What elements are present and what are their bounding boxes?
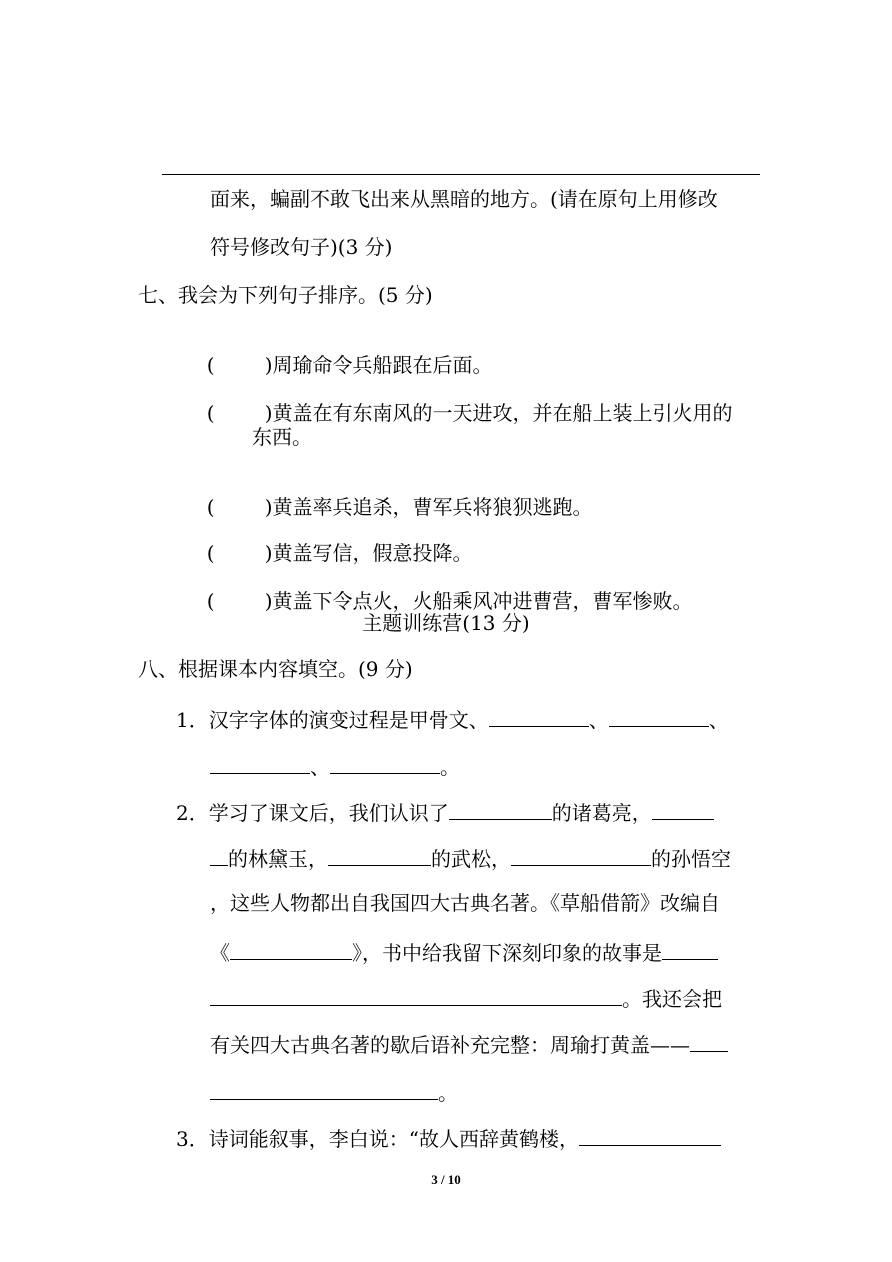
- answer-blank[interactable]: [489, 706, 589, 727]
- q8-2-line-4: 《 》，书中给我留下深刻印象的故事是: [210, 939, 718, 965]
- q7-item: ( )黄盖写信，假意投降。: [206, 541, 473, 565]
- answer-blank[interactable]: [652, 799, 714, 820]
- q8-1-line-1: 1．汉字字体的演变过程是甲骨文、 、 、: [176, 708, 729, 732]
- section-title: 主题训练营(13 分): [362, 611, 530, 635]
- q7-answer-bracket[interactable]: (: [206, 353, 215, 377]
- q7-item: ( )黄盖率兵追杀，曹军兵将狼狈逃跑。: [206, 495, 593, 519]
- q7-answer-bracket[interactable]: (: [206, 589, 215, 613]
- q8-heading: 八、根据课本内容填空。(9 分): [138, 657, 413, 681]
- answer-blank[interactable]: [609, 706, 709, 727]
- q8-2-line-2: 的林黛玉， 的武松， 的孙悟空: [210, 845, 731, 871]
- q8-2-line-3: ，这些人物都出自我国四大古典名著。《草船借箭》改编自: [210, 891, 720, 915]
- answer-blank[interactable]: [210, 985, 622, 1006]
- page-number: 3 / 10: [431, 1172, 461, 1187]
- q8-1-line-2: 、 。: [210, 753, 460, 779]
- q7-answer-bracket[interactable]: (: [206, 495, 215, 519]
- answer-blank[interactable]: [210, 1079, 438, 1100]
- answer-blank[interactable]: [210, 753, 310, 774]
- q7-item: ( )黄盖在有东南风的一天进攻，并在船上装上引火用的: [206, 401, 733, 425]
- answer-blank[interactable]: [210, 845, 228, 866]
- q7-answer-bracket[interactable]: (: [206, 401, 215, 425]
- q6-line-1: 面来，蝙副不敢飞出来从黑暗的地方。(请在原句上用修改: [210, 187, 718, 211]
- q7-answer-bracket[interactable]: (: [206, 541, 215, 565]
- answer-blank[interactable]: [230, 939, 352, 960]
- q7-item: ( )黄盖下令点火，火船乘风冲进曹营，曹军惨败。: [206, 589, 693, 613]
- answer-blank[interactable]: [511, 845, 651, 866]
- answer-blank[interactable]: [579, 1125, 721, 1146]
- q7-item: ( )周瑜命令兵船跟在后面。: [206, 353, 493, 377]
- answer-blank[interactable]: [662, 939, 718, 960]
- q8-2-line-5: 。我还会把: [210, 985, 722, 1011]
- q8-3-line-1: 3．诗词能叙事，李白说：“故人西辞黄鹤楼，: [176, 1125, 721, 1151]
- q7-item-continuation: 东西。: [252, 425, 312, 449]
- answer-blank[interactable]: [449, 799, 552, 820]
- answer-blank[interactable]: [690, 1031, 728, 1052]
- q7-heading: 七、我会为下列句子排序。(5 分): [138, 283, 433, 307]
- q6-line-2: 符号修改句子)(3 分): [210, 235, 393, 259]
- answer-blank[interactable]: [330, 753, 440, 774]
- q8-2-line-6: 有关四大古典名著的歇后语补充完整：周瑜打黄盖——: [210, 1031, 728, 1057]
- header-rule: [162, 174, 760, 175]
- q8-2-line-1: 2．学习了课文后，我们认识了 的诸葛亮，: [176, 799, 714, 825]
- answer-blank[interactable]: [328, 845, 431, 866]
- q8-2-line-7: 。: [210, 1079, 458, 1105]
